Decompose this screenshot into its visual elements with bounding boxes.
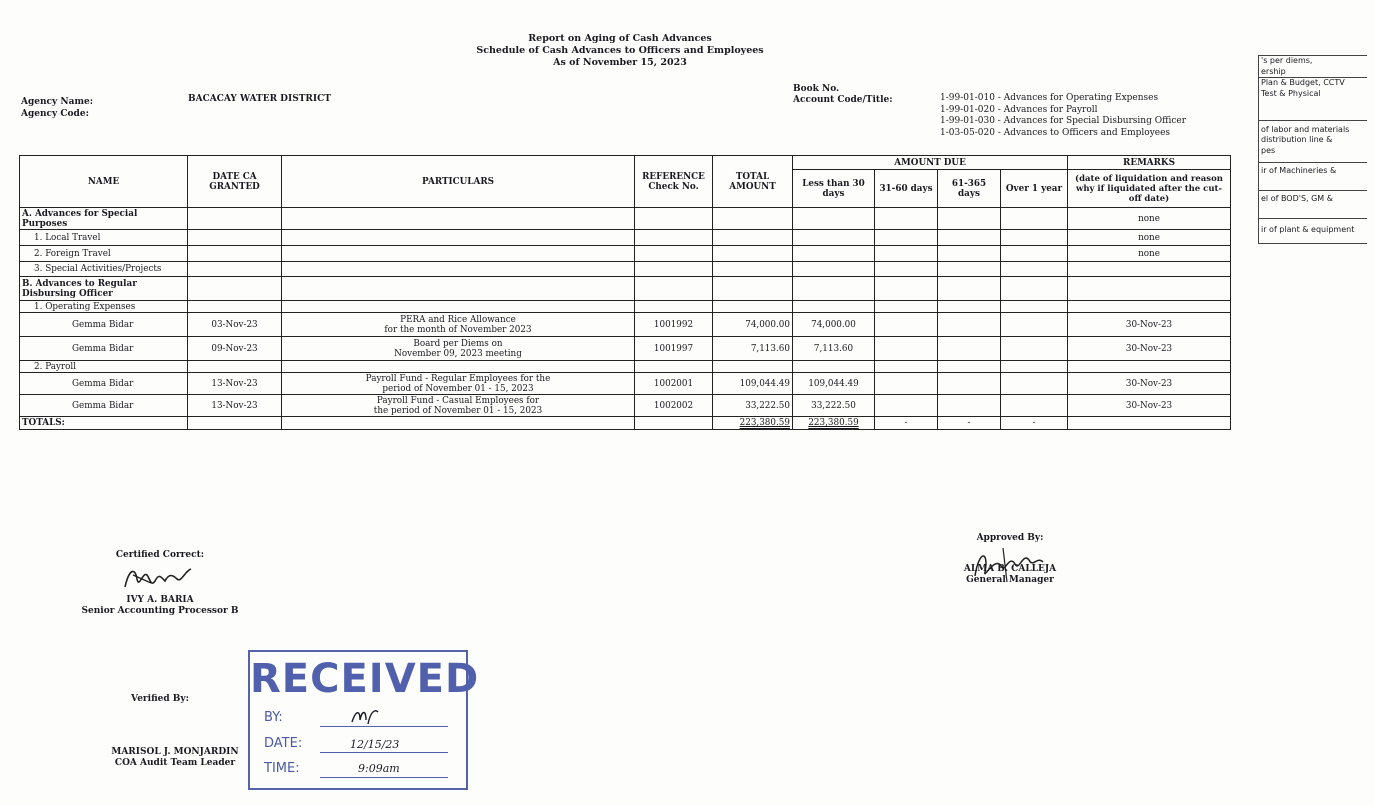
remark-none: none bbox=[1068, 246, 1231, 262]
account-line: 1-99-01-010 - Advances for Operating Expenses bbox=[940, 93, 1159, 103]
section-a3-label: 3. Special Activities/Projects bbox=[20, 262, 188, 277]
agency-name-value: BACACAY WATER DISTRICT bbox=[188, 94, 331, 104]
col-header-lt30: Less than 30 days bbox=[793, 170, 875, 208]
account-list bbox=[940, 93, 1186, 139]
row-date: 13-Nov-23 bbox=[188, 395, 282, 417]
table-row bbox=[20, 313, 1231, 337]
col-header-amount-due: AMOUNT DUE bbox=[793, 156, 1068, 170]
certified-label: Certified Correct: bbox=[115, 550, 205, 560]
col-header-date: DATE CA GRANTED bbox=[188, 156, 282, 208]
row-lt30: 74,000.00 bbox=[793, 313, 875, 337]
row-total: 7,113.60 bbox=[713, 337, 793, 361]
side-fragment: el of BOD'S, GM & bbox=[1259, 191, 1367, 219]
table-row bbox=[20, 262, 1231, 277]
stamp-date-line bbox=[320, 752, 448, 753]
remark-none: none bbox=[1068, 208, 1231, 230]
row-particulars-1: PERA and Rice Allowance bbox=[400, 314, 516, 325]
approved-title: General Manager bbox=[966, 575, 1054, 585]
table-row bbox=[20, 277, 1231, 301]
certified-block bbox=[60, 550, 260, 617]
row-reference: 1001997 bbox=[635, 337, 713, 361]
stamp-by-line bbox=[320, 726, 448, 727]
row-name: Gemma Bidar bbox=[20, 395, 188, 417]
section-a-label: A. Advances for Special Purposes bbox=[20, 208, 188, 230]
section-b1-label: 1. Operating Expenses bbox=[20, 301, 188, 313]
row-date: 09-Nov-23 bbox=[188, 337, 282, 361]
certified-title: Senior Accounting Processor B bbox=[81, 606, 239, 616]
row-remarks: 30-Nov-23 bbox=[1068, 313, 1231, 337]
row-name: Gemma Bidar bbox=[20, 337, 188, 361]
totals-31-60: - bbox=[875, 417, 938, 430]
row-particulars-2: the period of November 01 - 15, 2023 bbox=[373, 405, 543, 416]
totals-label: TOTALS: bbox=[20, 417, 188, 430]
row-reference: 1001992 bbox=[635, 313, 713, 337]
row-total: 74,000.00 bbox=[713, 313, 793, 337]
certified-name: IVY A. BARIA bbox=[126, 595, 194, 605]
row-reference: 1002002 bbox=[635, 395, 713, 417]
side-fragment: 's per diems, bbox=[1261, 56, 1313, 65]
book-no-label: Book No. bbox=[793, 84, 840, 94]
verified-title: COA Audit Team Leader bbox=[114, 758, 236, 768]
account-code-label: Account Code/Title: bbox=[793, 95, 893, 105]
row-particulars-1: Payroll Fund - Regular Employees for the bbox=[365, 373, 551, 384]
stamp-date-label: DATE: bbox=[264, 736, 303, 751]
row-particulars-2: period of November 01 - 15, 2023 bbox=[382, 383, 534, 394]
row-remarks: 30-Nov-23 bbox=[1068, 373, 1231, 395]
totals-row bbox=[20, 417, 1231, 430]
approved-label: Approved By: bbox=[976, 533, 1044, 543]
agency-name-label: Agency Name: bbox=[21, 97, 94, 107]
table-row bbox=[20, 208, 1231, 230]
side-fragment: ership bbox=[1259, 67, 1367, 79]
row-total: 33,222.50 bbox=[713, 395, 793, 417]
table-row bbox=[20, 337, 1231, 361]
stamp-initials-icon bbox=[350, 704, 380, 728]
row-particulars-2: November 09, 2023 meeting bbox=[394, 348, 522, 359]
row-lt30: 33,222.50 bbox=[793, 395, 875, 417]
approved-name: ALMA B. CALLEJA bbox=[963, 564, 1057, 574]
row-name: Gemma Bidar bbox=[20, 373, 188, 395]
approved-block bbox=[930, 533, 1090, 586]
remark-none: none bbox=[1068, 230, 1231, 246]
report-as-of: As of November 15, 2023 bbox=[553, 57, 687, 68]
report-title-block bbox=[470, 33, 770, 69]
totals-over1: - bbox=[1001, 417, 1068, 430]
table-row bbox=[20, 361, 1231, 373]
col-header-over1: Over 1 year bbox=[1001, 170, 1068, 208]
col-header-61-365: 61-365 days bbox=[938, 170, 1001, 208]
side-fragment: ir of Machineries & bbox=[1259, 163, 1367, 191]
certified-signature-icon bbox=[115, 561, 205, 595]
col-header-31-60: 31-60 days bbox=[875, 170, 938, 208]
side-fragment: pes bbox=[1259, 146, 1367, 163]
col-header-name: NAME bbox=[20, 156, 188, 208]
row-remarks: 30-Nov-23 bbox=[1068, 395, 1231, 417]
side-fragment: Test & Physical bbox=[1259, 89, 1367, 121]
col-header-total: TOTAL AMOUNT bbox=[713, 156, 793, 208]
row-date: 03-Nov-23 bbox=[188, 313, 282, 337]
totals-61-365: - bbox=[938, 417, 1001, 430]
row-date: 13-Nov-23 bbox=[188, 373, 282, 395]
row-particulars-1: Board per Diems on bbox=[413, 338, 503, 349]
col-header-remarks-sub: (date of liquidation and reason why if liquidated after the cut-off date) bbox=[1068, 170, 1231, 208]
row-name: Gemma Bidar bbox=[20, 313, 188, 337]
stamp-time-label: TIME: bbox=[264, 761, 300, 776]
section-a2-label: 2. Foreign Travel bbox=[20, 246, 188, 262]
side-fragment-panel bbox=[1258, 55, 1367, 244]
row-remarks: 30-Nov-23 bbox=[1068, 337, 1231, 361]
row-reference: 1002001 bbox=[635, 373, 713, 395]
side-fragment: of labor and materials bbox=[1261, 124, 1350, 134]
col-header-reference: REFERENCE Check No. bbox=[635, 156, 713, 208]
row-lt30: 7,113.60 bbox=[793, 337, 875, 361]
stamp-by-label: BY: bbox=[264, 710, 283, 725]
verified-block bbox=[90, 747, 260, 769]
section-b-label: B. Advances to Regular Disbursing Officer bbox=[20, 277, 188, 301]
table-row bbox=[20, 395, 1231, 417]
side-fragment: Plan & Budget, CCTV bbox=[1261, 78, 1345, 87]
table-row bbox=[20, 301, 1231, 313]
row-lt30: 109,044.49 bbox=[793, 373, 875, 395]
table-row bbox=[20, 230, 1231, 246]
report-title: Report on Aging of Cash Advances bbox=[528, 33, 712, 44]
totals-total: 223,380.59 bbox=[713, 417, 793, 430]
account-line: 1-99-01-020 - Advances for Payroll bbox=[940, 104, 1098, 115]
stamp-time-line bbox=[320, 777, 448, 778]
table-row bbox=[20, 246, 1231, 262]
stamp-title: RECEIVED bbox=[250, 656, 480, 702]
received-stamp bbox=[248, 650, 480, 790]
row-particulars-1: Payroll Fund - Casual Employees for bbox=[376, 395, 540, 406]
stamp-time-value: 9:09am bbox=[358, 762, 400, 775]
verified-name: MARISOL J. MONJARDIN bbox=[111, 747, 239, 757]
table-row bbox=[20, 373, 1231, 395]
row-total: 109,044.49 bbox=[713, 373, 793, 395]
account-line: 1-03-05-020 - Advances to Officers and Employees bbox=[940, 127, 1171, 138]
section-b2-label: 2. Payroll bbox=[20, 361, 188, 373]
side-fragment: distribution line & bbox=[1261, 135, 1333, 144]
verified-label: Verified By: bbox=[131, 694, 189, 704]
col-header-particulars: PARTICULARS bbox=[282, 156, 635, 208]
stamp-date-value: 12/15/23 bbox=[350, 738, 400, 751]
account-line: 1-99-01-030 - Advances for Special Disbursing Officer bbox=[940, 116, 1187, 126]
section-a1-label: 1. Local Travel bbox=[20, 230, 188, 246]
cash-advances-table bbox=[19, 155, 1231, 430]
totals-lt30: 223,380.59 bbox=[793, 417, 875, 430]
row-particulars-2: for the month of November 2023 bbox=[384, 324, 532, 335]
col-header-remarks: REMARKS bbox=[1068, 156, 1231, 170]
side-fragment: ir of plant & equipment bbox=[1259, 219, 1367, 244]
report-subtitle: Schedule of Cash Advances to Officers and Employees bbox=[476, 45, 764, 56]
agency-code-label: Agency Code: bbox=[21, 109, 89, 119]
